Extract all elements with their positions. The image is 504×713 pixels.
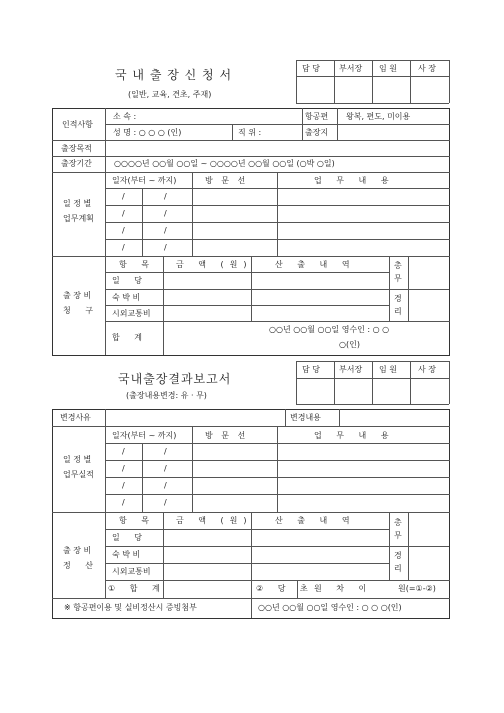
finance-label: 무: [394, 531, 402, 540]
approval-cell: 임 원: [379, 365, 397, 374]
date-slash: /: [164, 209, 167, 218]
expense-item-daily: 일 당: [112, 276, 148, 285]
finance-label: 경: [394, 294, 402, 303]
date-slash: /: [164, 226, 167, 235]
date-slash: /: [122, 481, 125, 490]
settle-label: 출 장 비: [63, 546, 92, 555]
expense-item-daily: 일 당: [112, 533, 148, 542]
receipt-line: ○○년 ○○월 ○○일 영수인 : ○ ○: [269, 325, 390, 334]
finance-label: 총: [394, 518, 402, 527]
expense-header-amount: 금 액 (원): [176, 260, 253, 269]
form1-subtitle: (일반, 교육, 견초, 주재): [128, 90, 212, 99]
finance-label: 리: [394, 307, 402, 316]
date-slash: /: [164, 192, 167, 201]
settle-label: 정 산: [63, 561, 99, 570]
approval-cell: 부서장: [339, 64, 363, 73]
expense-item-lodging: 숙 박 비: [112, 293, 141, 302]
expense-item-transport: 시외교통비: [112, 567, 151, 576]
date-slash: /: [122, 498, 125, 507]
applicant-label: 인적사항: [62, 120, 93, 129]
airfare-label: 항공편: [305, 112, 329, 121]
period-value: ○○○○년 ○○월 ○○일 ~ ○○○○년 ○○월 ○○일 (○박 ○일): [114, 159, 335, 168]
position-label: 직 위 :: [238, 128, 262, 137]
schedule-label: 일 정 별: [63, 199, 92, 208]
expense-item-lodging: 숙 박 비: [112, 550, 141, 559]
approval-cell: 담 당: [302, 365, 320, 374]
difference-formula: 원(=①-②): [398, 584, 436, 593]
schedule-header-task: 업 무 내 용: [314, 176, 395, 185]
schedule-header-date: 일자(부터 ~ 까지): [112, 431, 177, 440]
footnote: ※ 항공편이용 및 실비정산시 증빙첨부: [64, 603, 197, 612]
expense-header-basis: 산 출 내 역: [275, 260, 356, 269]
destination-label: 출장지: [305, 128, 329, 137]
finance-label: 경: [394, 551, 402, 560]
expense-header-item: 항 목: [119, 516, 155, 525]
expense-item-total: 합 계: [112, 333, 148, 342]
expense-item-transport: 시외교통비: [112, 309, 151, 318]
airfare-options: 왕복, 편도, 미이용: [346, 112, 411, 121]
advance-label: ② 당 초: [256, 584, 314, 593]
schedule-header-date: 일자(부터 ~ 까지): [112, 176, 177, 185]
schedule-header-visit: 방 문 선: [205, 431, 249, 440]
finance-label: 총: [394, 261, 402, 270]
date-slash: /: [122, 226, 125, 235]
total-label: ① 합 계: [108, 584, 166, 593]
date-slash: /: [164, 243, 167, 252]
change-content-label: 변경내용: [290, 413, 321, 422]
date-slash: /: [164, 464, 167, 473]
expense-header-amount: 금 액 (원): [176, 516, 253, 525]
finance-label: 리: [394, 564, 402, 573]
schedule-label: 업무계획: [63, 214, 94, 223]
receipt-seal: ○(인): [339, 340, 360, 349]
date-slash: /: [122, 464, 125, 473]
expense-label: 출 장 비: [63, 291, 92, 300]
approval-cell: 부서장: [339, 365, 363, 374]
receipt-line: ○○년 ○○월 ○○일 영수인 : ○ ○ ○(인): [258, 603, 402, 612]
date-slash: /: [122, 447, 125, 456]
purpose-label: 출장목적: [61, 144, 92, 153]
difference-label: 원 차 이: [314, 584, 373, 593]
expense-header-basis: 산 출 내 역: [275, 516, 356, 525]
date-slash: /: [122, 192, 125, 201]
approval-cell: 임 원: [379, 64, 397, 73]
affiliation-label: 소 속 :: [113, 112, 137, 121]
schedule-label: 업무실적: [63, 470, 94, 479]
form2-subtitle: (출장내용변경: 유 · 무): [126, 391, 207, 400]
approval-cell: 사 장: [418, 64, 436, 73]
approval-cell: 사 장: [418, 365, 436, 374]
approval-cell: 담 당: [302, 64, 320, 73]
finance-label: 무: [394, 274, 402, 283]
date-slash: /: [122, 209, 125, 218]
change-reason-label: 변경사유: [60, 413, 91, 422]
expense-label: 청 구: [63, 306, 99, 315]
period-label: 출장기간: [61, 159, 92, 168]
expense-header-item: 항 목: [119, 260, 155, 269]
schedule-header-visit: 방 문 선: [205, 176, 249, 185]
schedule-header-task: 업 무 내 용: [314, 431, 395, 440]
date-slash: /: [122, 243, 125, 252]
form1-title: 국 내 출 장 신 청 서: [115, 68, 233, 82]
form2-title: 국내출장결과보고서: [118, 372, 232, 386]
date-slash: /: [164, 498, 167, 507]
schedule-label: 일 정 별: [63, 455, 92, 464]
date-slash: /: [164, 481, 167, 490]
date-slash: /: [164, 447, 167, 456]
name-label: 성 명 : ○ ○ ○ (인): [113, 128, 182, 137]
